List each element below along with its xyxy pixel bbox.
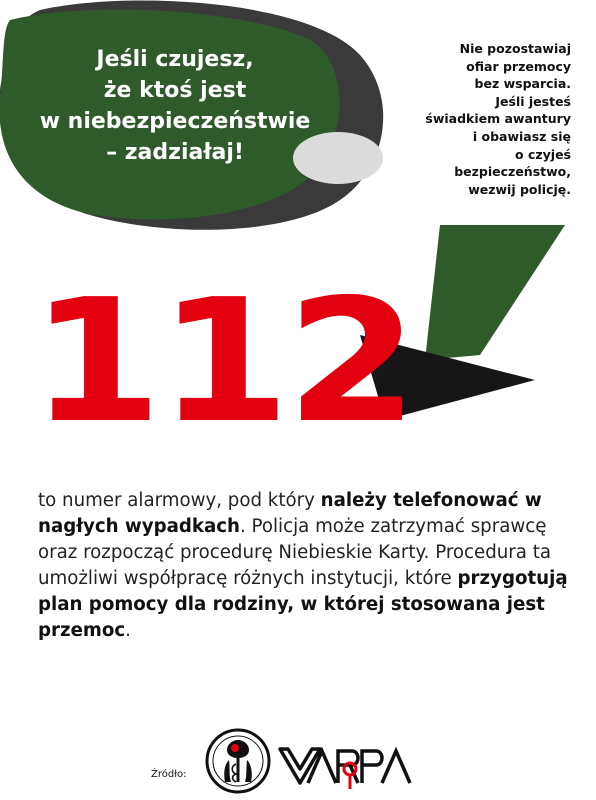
headline-line: Jeśli czujesz, <box>96 47 254 72</box>
headline <box>10 44 340 168</box>
headline-line: – zadziałaj! <box>106 140 244 165</box>
headline-line: w niebezpieczeństwie <box>39 109 311 134</box>
side-note-line: ofiar przemocy <box>466 58 571 74</box>
parpa-logo-icon <box>278 745 418 790</box>
body-text-part: . <box>125 620 131 641</box>
side-note-line: bez wsparcia. <box>474 76 571 92</box>
body-text-bold: należy telefonować w nagłych wypadkach <box>38 490 542 537</box>
side-note-line: świadkiem awantury <box>425 111 571 127</box>
side-note <box>391 40 571 198</box>
side-note-line: Jeśli jesteś <box>495 93 571 109</box>
green-arrow-shaft <box>425 225 565 360</box>
side-note-line: bezpieczeństwo, <box>454 164 571 180</box>
body-text-bold: przygotują plan pomocy dla rodziny, w której stosowana jest przemoc <box>38 568 568 641</box>
headline-line: że ktoś jest <box>103 78 247 103</box>
body-text <box>38 488 578 644</box>
emergency-number: 112 <box>30 263 415 461</box>
body-text-part: . Policja może zatrzymać sprawcę oraz rozpocząć procedurę Niebieskie Karty. Procedura ta umożliwi współpracę różnych instytucji, które <box>38 516 551 589</box>
side-note-line: Nie pozostawiaj <box>459 41 571 56</box>
seal-logo-icon <box>205 728 271 794</box>
body-text-part: to numer alarmowy, pod który <box>38 490 321 511</box>
source-label: Źródło: <box>151 769 187 780</box>
side-note-line: o czyjeś <box>515 146 571 162</box>
side-note-line: i obawiasz się <box>472 128 571 144</box>
side-note-line: wezwij policję. <box>468 181 571 197</box>
